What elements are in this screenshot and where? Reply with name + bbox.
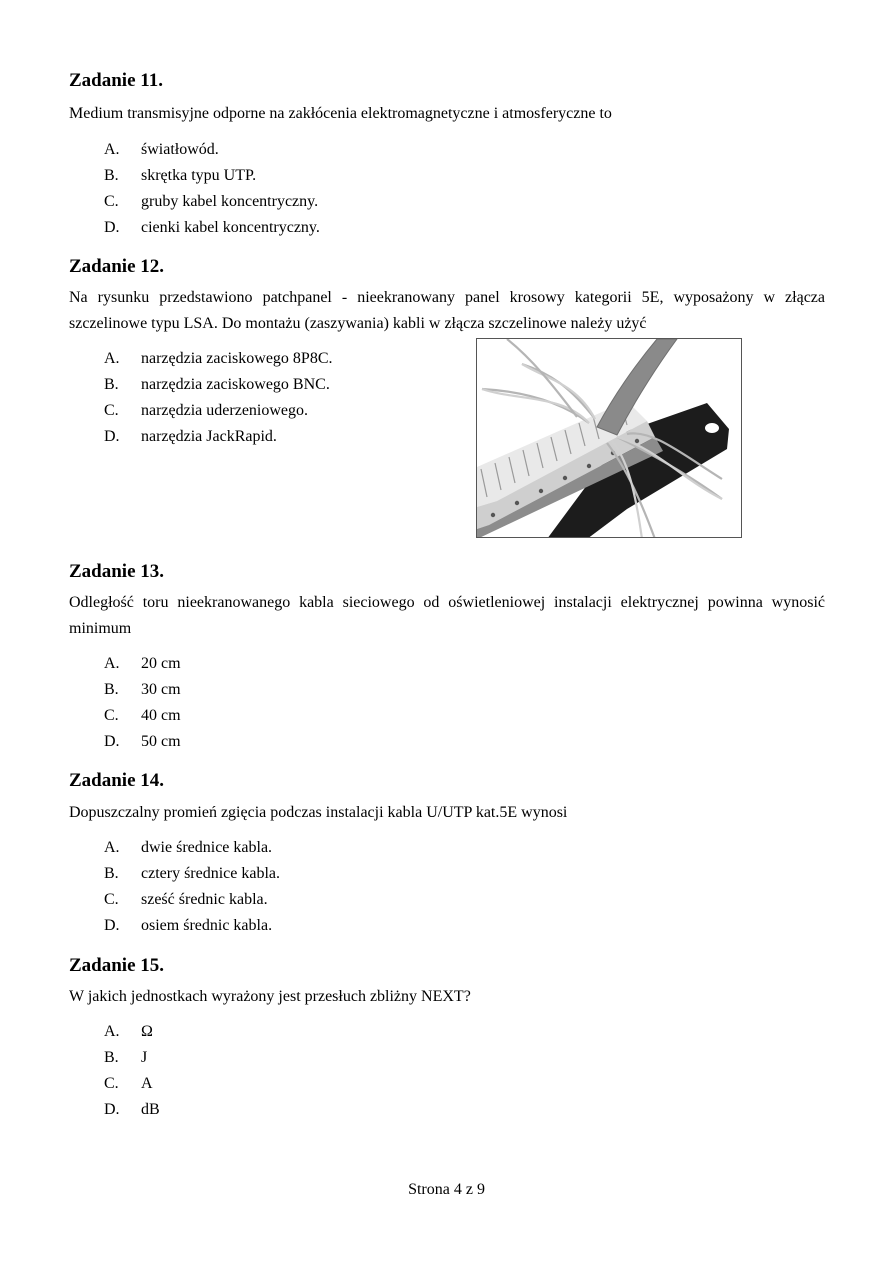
task-15-option-b: [104, 1048, 147, 1068]
task-11-option-d: [104, 218, 320, 238]
option-text: gruby kabel koncentryczny.: [141, 193, 319, 210]
option-letter: C.: [104, 707, 119, 724]
task-15-option-a: [104, 1022, 153, 1042]
task-13-option-d: [104, 732, 181, 752]
option-text: dB: [141, 1101, 160, 1118]
option-text: A: [141, 1075, 153, 1092]
option-letter: D.: [104, 219, 120, 236]
task-11-option-b: [104, 166, 256, 186]
option-text: dwie średnice kabla.: [141, 839, 273, 856]
option-letter: C.: [104, 1075, 119, 1092]
option-text: narzędzia uderzeniowego.: [141, 402, 309, 419]
task-11-heading: Zadanie 11.: [69, 70, 163, 91]
option-text: 50 cm: [141, 733, 181, 750]
task-13-option-b: [104, 680, 181, 700]
task-14-option-d: [104, 916, 272, 936]
task-12-option-d: [104, 427, 277, 447]
task-12-option-b: [104, 375, 330, 395]
task-15-question: W jakich jednostkach wyrażony jest przesłuch zbliżny NEXT?: [69, 988, 471, 1005]
option-letter: D.: [104, 917, 120, 934]
option-letter: B.: [104, 865, 119, 882]
option-letter: D.: [104, 428, 120, 445]
option-letter: A.: [104, 1023, 120, 1040]
option-letter: A.: [104, 839, 120, 856]
option-letter: C.: [104, 891, 119, 908]
option-letter: A.: [104, 141, 120, 158]
option-text: cienki kabel koncentryczny.: [141, 219, 320, 236]
task-14-heading: Zadanie 14.: [69, 770, 165, 791]
task-15-heading: Zadanie 15.: [69, 955, 165, 976]
task-14-option-c: [104, 890, 268, 910]
patch-panel-illustration: [477, 339, 742, 538]
task-11-question: Medium transmisyjne odporne na zakłócenia elektromagnetyczne i atmosferyczne to: [69, 105, 612, 122]
option-letter: A.: [104, 350, 120, 367]
option-text: narzędzia JackRapid.: [141, 428, 277, 445]
task-14-option-a: [104, 838, 272, 858]
task-12-heading: Zadanie 12.: [69, 256, 165, 277]
option-letter: B.: [104, 681, 119, 698]
option-text: J: [141, 1049, 148, 1066]
option-letter: D.: [104, 1101, 120, 1118]
option-letter: A.: [104, 655, 120, 672]
option-letter: B.: [104, 1049, 119, 1066]
task-13-heading: Zadanie 13.: [69, 561, 165, 582]
option-text: cztery średnice kabla.: [141, 865, 281, 882]
option-letter: B.: [104, 167, 119, 184]
task-12-question: Na rysunku przedstawiono patchpanel - nieekranowany panel krosowy kategorii 5E, wyposażony w złącza szczelinowe typu LSA. Do montażu (zaszywania) kabli w złącza szczelinowe należy użyć: [69, 289, 825, 332]
option-text: narzędzia zaciskowego 8P8C.: [141, 350, 333, 367]
option-text: Ω: [141, 1023, 153, 1040]
task-15-option-d: [104, 1100, 160, 1120]
task-13-option-c: [104, 706, 181, 726]
task-14-option-b: [104, 864, 280, 884]
option-text: 20 cm: [141, 655, 181, 672]
option-letter: D.: [104, 733, 120, 750]
task-15-option-c: [104, 1074, 153, 1094]
bracket-hole: [705, 423, 719, 433]
option-text: 30 cm: [141, 681, 181, 698]
task-11-option-c: [104, 192, 318, 212]
option-letter: C.: [104, 402, 119, 419]
option-letter: C.: [104, 193, 119, 210]
option-text: osiem średnic kabla.: [141, 917, 273, 934]
task-12-option-a: [104, 349, 332, 369]
page-number: Strona 4 z 9: [408, 1181, 485, 1198]
task-12-option-c: [104, 401, 308, 421]
option-text: skrętka typu UTP.: [141, 167, 257, 184]
option-text: narzędzia zaciskowego BNC.: [141, 376, 330, 393]
patch-panel-image: [476, 338, 742, 538]
option-text: sześć średnic kabla.: [141, 891, 268, 908]
task-11-option-a: [104, 140, 219, 160]
task-14-question: Dopuszczalny promień zgięcia podczas instalacji kabla U/UTP kat.5E wynosi: [69, 804, 568, 821]
task-13-question: Odległość toru nieekranowanego kabla sieciowego od oświetleniowej instalacji elektrycznej powinna wynosić minimum: [69, 594, 825, 637]
option-letter: B.: [104, 376, 119, 393]
option-text: światłowód.: [141, 141, 219, 158]
task-13-option-a: [104, 654, 181, 674]
option-text: 40 cm: [141, 707, 181, 724]
